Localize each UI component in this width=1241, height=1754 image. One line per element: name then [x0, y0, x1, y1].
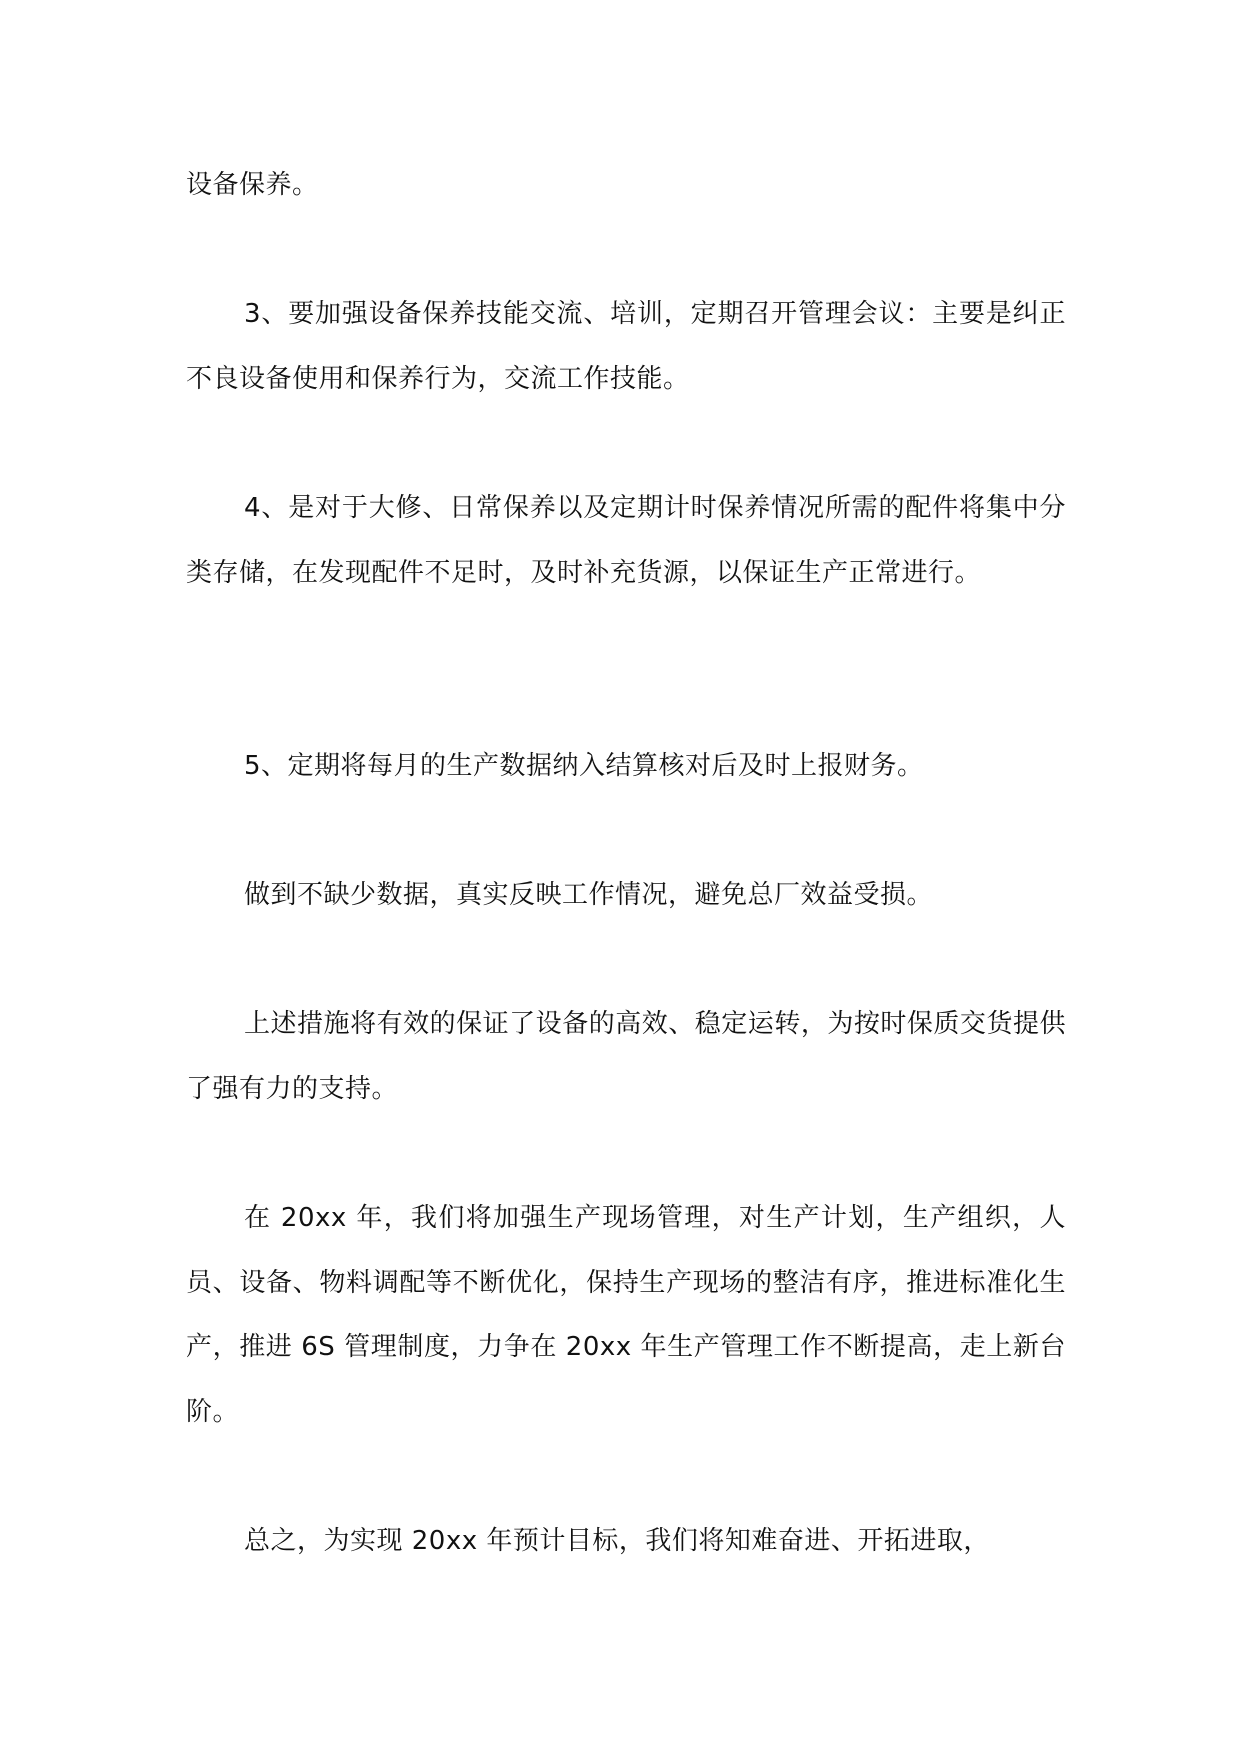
paragraph-next-year-plan: 在 20xx 年，我们将加强生产现场管理，对生产计划，生产组织，人员、设备、物料调配等不断优化，保持生产现场的整洁有序，推进标准化生产，推进 6S 管理制度，力争在 20xx 年生产管理工作不断提高，走上新台阶。	[186, 1203, 1066, 1427]
paragraph-conclusion: 总之，为实现 20xx 年预计目标，我们将知难奋进、开拓进取，	[244, 1526, 990, 1556]
paragraph-data-accuracy: 做到不缺少数据，真实反映工作情况，避免总厂效益受损。	[244, 880, 934, 910]
paragraph-item-5: 5、定期将每月的生产数据纳入结算核对后及时上报财务。	[244, 751, 924, 781]
paragraph-continuation: 设备保养。	[186, 170, 319, 200]
paragraph-item-3: 3、要加强设备保养技能交流、培训，定期召开管理会议：主要是纠正不良设备使用和保养行为，交流工作技能。	[186, 299, 1066, 394]
paragraph-measures-summary: 上述措施将有效的保证了设备的高效、稳定运转，为按时保质交货提供了强有力的支持。	[186, 1009, 1066, 1104]
paragraph-item-4: 4、是对于大修、日常保养以及定期计时保养情况所需的配件将集中分类存储，在发现配件不足时，及时补充货源，以保证生产正常进行。	[186, 493, 1066, 588]
